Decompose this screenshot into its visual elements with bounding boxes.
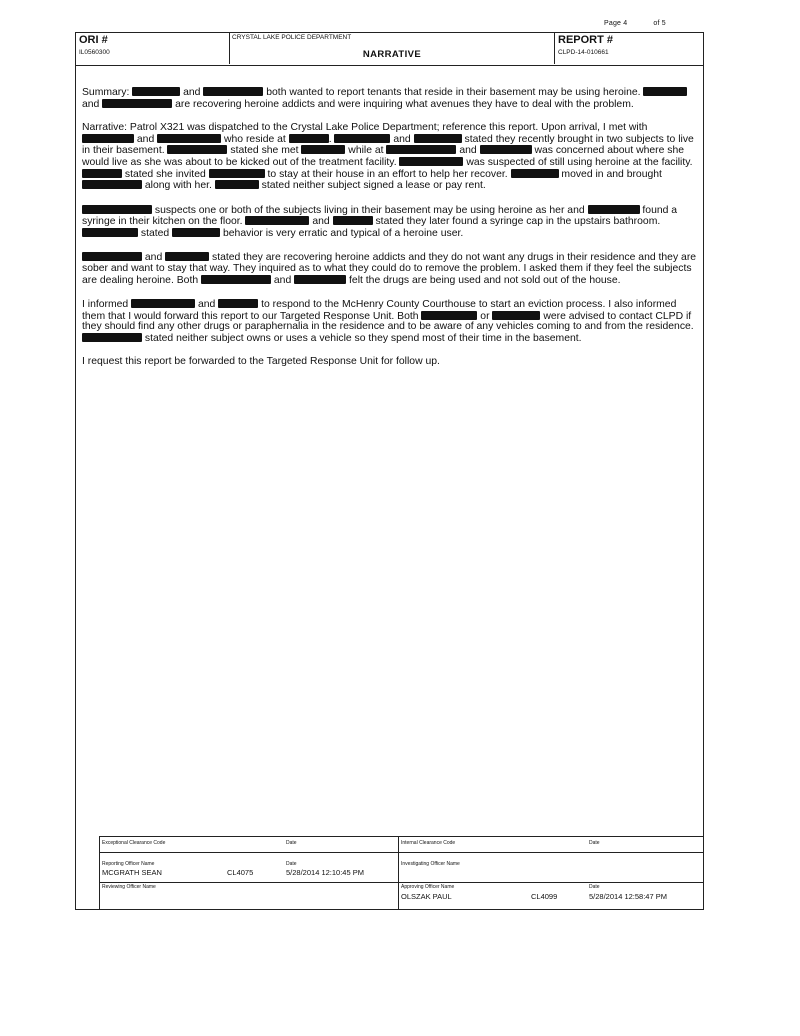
- narrative-text: Narrative: Patrol X321 was dispatched to the Crystal Lake Police Department; reference this report. Upon arrival, I met with: [82, 121, 648, 133]
- approving-officer-name: OLSZAK PAUL: [401, 892, 452, 901]
- date-label: Date: [589, 884, 600, 890]
- narrative-text: was suspected of still using heroine at the facility.: [463, 157, 693, 169]
- narrative-text: stated: [138, 228, 173, 240]
- narrative-text: and: [309, 216, 333, 228]
- narrative-text: and: [180, 87, 204, 98]
- reviewing-officer-label: Reviewing Officer Name: [102, 884, 156, 890]
- signature-block: [99, 836, 703, 910]
- redaction-block: [82, 134, 134, 143]
- redaction-block: [82, 205, 152, 214]
- page-of-label: of 5: [653, 20, 666, 27]
- page-number: [604, 20, 666, 27]
- narrative-text: to stay at their house in an effort to help her recover.: [264, 168, 511, 180]
- redaction-block: [333, 216, 373, 225]
- redaction-block: [167, 145, 227, 154]
- narrative-text: suspects one or both of the subjects living in their basement may be using heroine as her and: [152, 204, 588, 216]
- reporting-officer-id: CL4075: [227, 868, 254, 877]
- form-header: [76, 33, 703, 66]
- exceptional-clearance-label: Exceptional Clearance Code: [102, 840, 166, 846]
- narrative-text: behavior is very erratic and typical of a heroine user.: [220, 228, 464, 240]
- narrative-text: Summary:: [82, 87, 133, 98]
- narrative-paragraph: [82, 299, 700, 345]
- narrative-text: or: [477, 310, 493, 322]
- redaction-block: [132, 87, 180, 96]
- redaction-block: [511, 169, 559, 178]
- narrative-text: felt the drugs are being used and not sold out of the house.: [346, 274, 621, 286]
- narrative-paragraph: [82, 357, 700, 368]
- narrative-paragraph: [82, 123, 700, 192]
- narrative-text: I request this report be forwarded to the Targeted Response Unit for follow up.: [82, 356, 440, 368]
- narrative-text: who reside at: [221, 133, 289, 145]
- narrative-body: [82, 87, 700, 380]
- narrative-text: stated they are recovering heroine addicts and they do not want any drugs in their residence and they are sober and want to stay that way. They inquired as to what they could do to remove the problem. I asked them if they feel the subjects are dealing heroine. Both: [82, 252, 697, 286]
- narrative-text: stated neither subject owns or uses a vehicle so they spend most of their time in the basement.: [142, 332, 582, 344]
- page-label: Page 4: [604, 20, 628, 27]
- report-number: CLPD-14-010661: [558, 49, 609, 56]
- date-label: Date: [286, 861, 297, 867]
- narrative-paragraph: [82, 87, 700, 110]
- narrative-text: and: [456, 145, 480, 157]
- narrative-text: stated neither subject signed a lease or pay rent.: [258, 180, 486, 192]
- narrative-text: stated she invited: [122, 168, 209, 180]
- redaction-block: [399, 157, 463, 166]
- redaction-block: [334, 134, 390, 143]
- redaction-block: [82, 333, 142, 342]
- redaction-block: [201, 275, 271, 284]
- ori-value: IL0560300: [79, 49, 110, 56]
- redaction-block: [157, 134, 221, 143]
- redaction-block: [82, 169, 122, 178]
- ori-cell: [76, 33, 230, 64]
- redaction-block: [480, 145, 532, 154]
- reporting-officer-name: MCGRATH SEAN: [102, 868, 162, 877]
- redaction-block: [102, 99, 172, 108]
- approving-officer-id: CL4099: [531, 892, 558, 901]
- redaction-block: [421, 311, 477, 320]
- report-form: [75, 32, 704, 910]
- reporting-officer-label: Reporting Officer Name: [102, 861, 155, 867]
- redaction-block: [165, 252, 209, 261]
- narrative-text: I informed: [82, 298, 132, 310]
- approving-date: 5/28/2014 12:58:47 PM: [589, 892, 667, 901]
- redaction-block: [209, 169, 265, 178]
- narrative-text: was concerned about where she would live as she was about to be kicked out of the treatment facility.: [82, 145, 685, 169]
- redaction-block: [492, 311, 540, 320]
- date-label: Date: [286, 840, 297, 846]
- redaction-block: [131, 299, 195, 308]
- redaction-block: [82, 180, 142, 189]
- narrative-text: and: [271, 274, 295, 286]
- redaction-block: [386, 145, 456, 154]
- ori-label: ORI #: [79, 34, 108, 46]
- narrative-text: to respond to the McHenry County Courthouse to start an eviction process. I also informed them that I would forward this report to our Targeted Response Unit. Both: [82, 298, 677, 322]
- redaction-block: [218, 299, 258, 308]
- redaction-block: [215, 180, 259, 189]
- narrative-text: stated they later found a syringe cap in the upstairs bathroom.: [372, 216, 661, 228]
- narrative-text: stated she met: [227, 145, 302, 157]
- reporting-date: 5/28/2014 12:10:45 PM: [286, 868, 364, 877]
- redaction-block: [643, 87, 687, 96]
- narrative-paragraph: [82, 205, 700, 240]
- footer-divider: [398, 837, 399, 910]
- narrative-text: .: [328, 133, 335, 145]
- redaction-block: [294, 275, 346, 284]
- narrative-text: found a syringe in their kitchen on the floor.: [82, 204, 678, 228]
- narrative-text: moved in and brought: [558, 168, 662, 180]
- redaction-block: [245, 216, 309, 225]
- investigating-officer-label: Investigating Officer Name: [401, 861, 460, 867]
- narrative-text: and: [195, 298, 219, 310]
- redaction-block: [172, 228, 220, 237]
- narrative-text: and: [134, 133, 158, 145]
- report-cell: [554, 33, 705, 64]
- narrative-text: and: [390, 133, 414, 145]
- redaction-block: [82, 228, 138, 237]
- narrative-text: and: [142, 252, 166, 264]
- department-cell: [230, 33, 554, 64]
- section-title: NARRATIVE: [362, 49, 422, 60]
- narrative-text: were advised to contact CLPD if they should find any other drugs or paraphernalia in the residence and to be aware of any vehicles coming to and from the residence.: [82, 310, 694, 333]
- reporting-row: [99, 853, 703, 883]
- narrative-text: are recovering heroine addicts and were inquiring what avenues they have to deal with the problem.: [172, 98, 634, 110]
- approving-officer-label: Approving Officer Name: [401, 884, 455, 890]
- internal-clearance-label: Internal Clearance Code: [401, 840, 456, 846]
- redaction-block: [82, 252, 142, 261]
- narrative-paragraph: [82, 252, 700, 286]
- redaction-block: [203, 87, 263, 96]
- redaction-block: [289, 134, 329, 143]
- report-label: REPORT #: [558, 34, 614, 46]
- redaction-block: [301, 145, 345, 154]
- department-name: CRYSTAL LAKE POLICE DEPARTMENT: [232, 34, 352, 41]
- narrative-text: and: [82, 98, 103, 110]
- narrative-text: both wanted to report tenants that reside in their basement may be using heroine.: [263, 87, 644, 98]
- footer-divider: [99, 837, 100, 910]
- narrative-text: along with her.: [142, 180, 215, 192]
- redaction-block: [414, 134, 462, 143]
- narrative-text: stated they recently brought in two subjects to live in their basement.: [82, 133, 694, 157]
- redaction-block: [588, 205, 640, 214]
- date-label: Date: [589, 840, 600, 846]
- narrative-text: while at: [345, 145, 387, 157]
